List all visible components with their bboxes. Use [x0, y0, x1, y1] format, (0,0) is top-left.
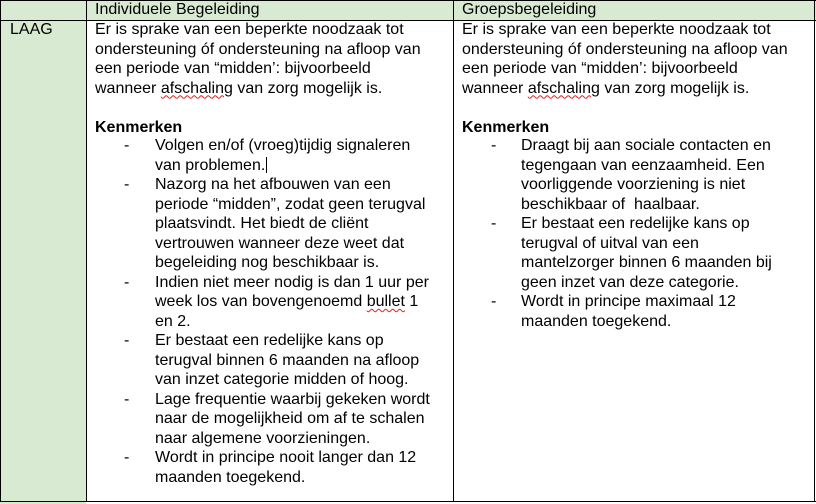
spellcheck-flag: bullet: [366, 293, 405, 310]
individueel-bullet-item: [155, 175, 425, 273]
groep-bullet-line: mantelzorger binnen 6 maanden bij: [521, 254, 772, 271]
groep-intro-line: ondersteuning óf ondersteuning na afloop van: [462, 40, 788, 58]
groep-intro-line: een periode van “midden’: bijvoorbeeld: [462, 60, 738, 77]
individueel-bullet-line: naar algemene voorzieningen.: [155, 429, 371, 447]
groep-bullet-item: [521, 214, 772, 292]
individueel-bullet-item: [155, 448, 416, 487]
individueel-bullet-marker: -: [124, 137, 130, 154]
individueel-bullet-marker: -: [124, 273, 130, 291]
individueel-bullet-line: Er bestaat een redelijke kans op: [155, 332, 384, 349]
individueel-kenmerken-heading: Kenmerken: [95, 119, 183, 136]
groep-bullet-line: terugval of uitval van een: [521, 234, 699, 252]
individueel-bullet-item: [155, 331, 419, 390]
individueel-bullet-line: naar de mogelijkheid om af te schalen: [155, 410, 425, 427]
individueel-bullet-marker: -: [124, 449, 130, 466]
groep-bullet-line: tegengaan van eenzaamheid. Een: [521, 156, 765, 174]
individueel-bullet-marker: -: [124, 332, 130, 349]
groep-bullet-line: voorliggende voorziening is niet: [521, 176, 746, 193]
table-border-left: [0, 0, 1, 502]
header-groepsbegeleiding: Groepsbegeleiding: [462, 1, 597, 18]
groep-kenmerken-heading: Kenmerken: [462, 119, 550, 136]
groep-bullet-line: Draagt bij aan sociale contacten en: [521, 137, 771, 154]
groep-bullet-line: Wordt in principe maximaal 12: [521, 293, 736, 310]
groep-bullet-line: maanden toegekend.: [521, 312, 672, 330]
groep-intro-line: Er is sprake van een beperkte noodzaak tot: [462, 21, 771, 38]
individueel-bullet-line: Volgen en/of (vroeg)tijdig signaleren: [155, 137, 411, 154]
text-cursor: [266, 157, 267, 173]
individueel-bullet-item: [155, 390, 430, 449]
individueel-bullet-line: plaatsvindt. Het biedt de cliënt: [155, 215, 369, 232]
spellcheck-flag: afschaling: [527, 79, 600, 97]
individueel-intro-line: wanneer afschaling van zorg mogelijk is.: [95, 79, 383, 97]
individueel-bullet-line: week los van bovengenoemd bullet 1: [155, 293, 419, 310]
individueel-bullet-item: [155, 273, 429, 332]
individueel-bullet-line: Nazorg na het afbouwen van een: [155, 176, 391, 193]
individueel-bullet-line: Wordt in principe nooit langer dan 12: [155, 449, 417, 466]
groep-bullet-marker: -: [491, 293, 497, 310]
individueel-bullet-line: terugval binnen 6 maanden na afloop: [155, 351, 420, 369]
individueel-bullet-line: begeleiding nog beschikbaar is.: [155, 254, 380, 271]
individueel-intro-line: ondersteuning óf ondersteuning na afloop van: [95, 40, 421, 58]
individueel-bullet-line: periode “midden”, zodat geen terugval: [155, 195, 426, 213]
individueel-bullet-line: van inzet categorie midden of hoog.: [155, 371, 409, 388]
table-column-divider-1: [86, 0, 87, 502]
groep-bullet-item: [521, 292, 736, 331]
table-column-divider-2: [453, 0, 454, 502]
header-individuele-begeleiding: Individuele Begeleiding: [95, 1, 260, 18]
individueel-bullet-line: Indien niet meer nodig is dan 1 uur per: [155, 273, 429, 291]
individueel-bullet-line: vertrouwen wanneer deze weet dat: [155, 234, 405, 252]
individueel-intro-line: een periode van “midden’: bijvoorbeeld: [95, 60, 371, 77]
groep-bullet-line: geen inzet van deze categorie.: [521, 273, 739, 291]
table-border-bottom: [0, 501, 816, 502]
individueel-bullet-line: en 2.: [155, 312, 191, 330]
groep-bullet-marker: -: [491, 215, 497, 232]
individueel-bullet-line: maanden toegekend.: [155, 468, 306, 486]
individueel-intro-line: Er is sprake van een beperkte noodzaak tot: [95, 21, 404, 38]
individueel-bullet-line: Lage frequentie waarbij gekeken wordt: [155, 390, 430, 408]
individueel-bullet-item: [155, 136, 410, 175]
groep-intro: [462, 20, 788, 98]
groep-bullet-item: [521, 136, 771, 214]
groep-bullet-line: Er bestaat een redelijke kans op: [521, 215, 750, 232]
groep-bullet-marker: -: [491, 137, 497, 154]
individueel-bullet-marker: -: [124, 176, 130, 193]
groep-intro-line: wanneer afschaling van zorg mogelijk is.: [462, 79, 750, 97]
groep-bullet-line: beschikbaar of haalbaar.: [521, 195, 700, 213]
row-label-cell: [0, 20, 86, 504]
spellcheck-flag: afschaling: [160, 79, 233, 97]
row-label-laag: LAAG: [10, 21, 53, 38]
individueel-bullet-line: van problemen.: [155, 156, 266, 174]
table-border-right: [814, 0, 815, 502]
individueel-bullet-marker: -: [124, 390, 130, 408]
individueel-intro: [95, 20, 421, 98]
